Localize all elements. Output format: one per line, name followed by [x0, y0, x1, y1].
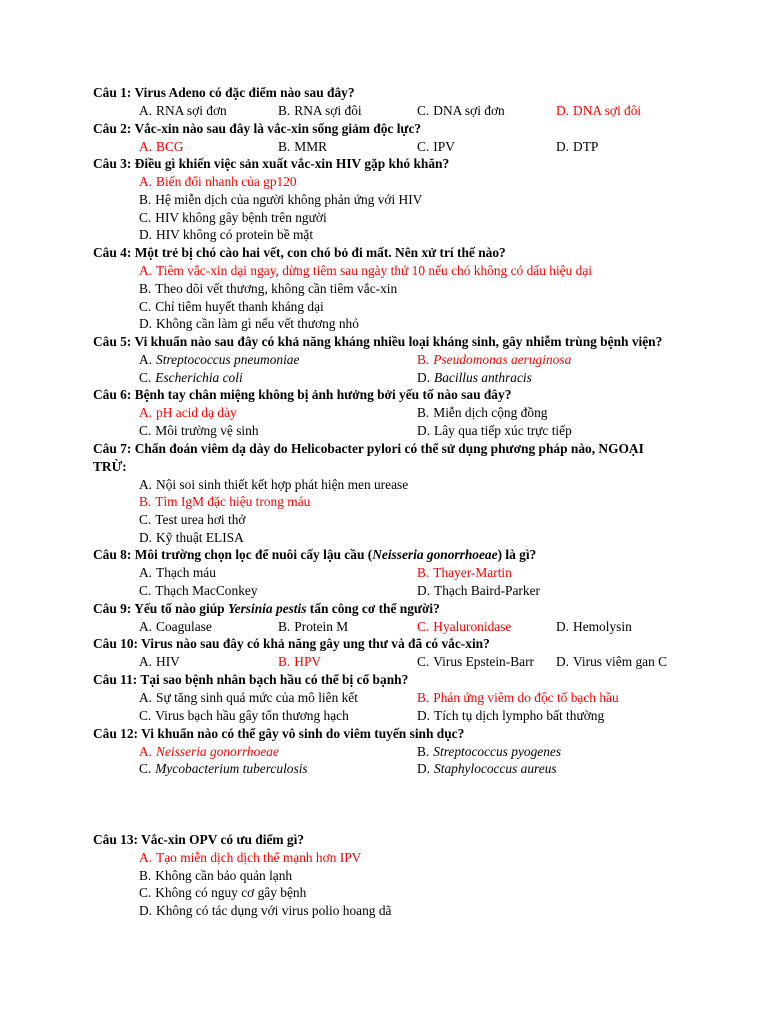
options-row [0, 262, 768, 280]
question-text: Một trẻ bị chó cào hai vết, con chó bỏ đi mất. Nên xử trí thế nào? [134, 245, 506, 261]
answer-option-d [139, 226, 313, 244]
answer-option-b [139, 867, 292, 885]
options-row [0, 760, 768, 778]
question-title [0, 386, 768, 404]
option-label: C. [417, 654, 430, 670]
option-text: Virus bạch hầu gây tổn thương hạch [155, 707, 349, 723]
option-text: Neisseria gonorrhoeae [156, 743, 279, 759]
option-label: B. [417, 351, 430, 367]
option-label: D. [139, 316, 153, 332]
option-text: Hệ miễn dịch của người không phản ứng với HIV [155, 192, 423, 208]
question-text: Neisseria gonorrhoeae [372, 547, 498, 563]
question-number: Câu 1: [93, 85, 132, 100]
answer-option-d [556, 138, 598, 156]
answer-option-d [556, 653, 667, 671]
question-text: Yếu tố nào giúp [134, 600, 228, 616]
question-8 [0, 546, 768, 599]
option-text: Thạch MacConkey [155, 583, 258, 599]
spacer [0, 778, 768, 831]
options-row [0, 226, 768, 244]
question-number: Câu 13: [93, 831, 139, 847]
question-11 [0, 671, 768, 724]
answer-option-a [139, 743, 279, 761]
answer-option-b [417, 743, 561, 761]
option-text: Staphylococcus aureus [434, 761, 557, 777]
answer-option-d [417, 422, 572, 440]
answer-option-b [278, 102, 362, 120]
answer-option-d [417, 582, 540, 600]
option-text: Theo dõi vết thương, không cần tiêm vắc-xin [155, 280, 398, 296]
answer-option-a [139, 653, 180, 671]
question-5 [0, 333, 768, 386]
question-2 [0, 120, 768, 156]
option-text: Môi trường vệ sinh [155, 422, 259, 438]
question-text: Môi trường chọn lọc để nuôi cấy lậu cầu ( [134, 547, 373, 563]
question-title [0, 440, 768, 476]
answer-option-c [417, 653, 534, 671]
question-number: Câu 11: [93, 672, 138, 688]
options-row [0, 315, 768, 333]
option-label: C. [417, 103, 430, 118]
question-title [0, 84, 768, 102]
question-title [0, 671, 768, 689]
option-text: Coagulase [156, 618, 212, 634]
options-row [0, 867, 768, 885]
option-text: Không có nguy cơ gây bệnh [155, 885, 307, 901]
answer-option-c [139, 369, 243, 387]
question-text: Yersinia pestis [227, 600, 307, 616]
answer-option-b [417, 689, 619, 707]
option-label: A. [139, 618, 153, 634]
question-text: Virus Adeno có đặc điểm nào sau đây? [134, 85, 355, 100]
options-row [0, 582, 768, 600]
question-title [0, 333, 768, 351]
options-row [0, 884, 768, 902]
option-text: Thayer-Martin [433, 565, 512, 581]
option-label: D. [556, 103, 570, 118]
question-text: Vắc-xin nào sau đây là vắc-xin sống giảm độc lực? [134, 120, 422, 136]
option-label: B. [417, 565, 430, 581]
question-title [0, 120, 768, 138]
option-text: Kỹ thuật ELISA [156, 529, 244, 545]
question-number: Câu 3: [93, 156, 132, 172]
option-label: D. [556, 618, 570, 634]
question-12 [0, 725, 768, 778]
question-number: Câu 9: [93, 600, 132, 616]
question-number: Câu 8: [93, 547, 132, 563]
option-label: D. [556, 138, 570, 154]
question-number: Câu 4: [93, 245, 132, 261]
option-text: BCG [156, 138, 184, 154]
option-label: D. [417, 583, 431, 599]
option-label: C. [139, 707, 152, 723]
answer-option-a [139, 849, 361, 867]
answer-option-d [417, 707, 604, 725]
option-label: B. [139, 494, 152, 510]
answer-option-c [139, 582, 258, 600]
question-text: Bệnh tay chân miệng không bị ảnh hưởng bởi yếu tố nào sau đây? [134, 387, 512, 403]
answer-option-c [417, 618, 511, 636]
option-text: Tìm IgM đặc hiệu trong máu [155, 494, 311, 510]
answer-option-d [139, 529, 244, 547]
option-label: D. [417, 369, 431, 385]
option-label: A. [139, 138, 153, 154]
option-text: Pseudomonas aeruginosa [433, 351, 572, 367]
option-text: Không cần làm gì nếu vết thương nhỏ [156, 316, 359, 332]
options-row [0, 298, 768, 316]
option-label: A. [139, 743, 153, 759]
option-label: C. [139, 298, 152, 314]
question-number: Câu 10: [93, 636, 139, 652]
option-text: Tạo miễn dịch dịch thể mạnh hơn IPV [156, 849, 362, 865]
option-text: Chỉ tiêm huyết thanh kháng dại [155, 298, 324, 314]
options-row [0, 849, 768, 867]
option-text: Không có tác dụng với virus polio hoang dã [156, 902, 392, 918]
question-text: ) là gì? [497, 547, 537, 563]
options-row [0, 102, 768, 120]
option-label: D. [556, 654, 570, 670]
question-13 [0, 831, 768, 920]
question-number: Câu 5: [93, 333, 132, 349]
option-text: Biến đổi nhanh của gp120 [156, 174, 297, 190]
option-label: C. [139, 885, 152, 901]
question-6 [0, 386, 768, 439]
option-label: A. [139, 405, 153, 421]
option-label: C. [417, 618, 430, 634]
question-title [0, 831, 768, 849]
answer-option-c [139, 760, 308, 778]
question-number: Câu 2: [93, 120, 132, 136]
options-row [0, 404, 768, 422]
option-label: D. [139, 227, 153, 243]
answer-option-b [417, 404, 547, 422]
option-text: Không cần bảo quản lạnh [155, 867, 293, 883]
answer-option-d [139, 315, 359, 333]
options-row [0, 209, 768, 227]
answer-option-c [417, 102, 505, 120]
option-text: Thạch Baird-Parker [434, 583, 540, 599]
answer-option-a [139, 173, 297, 191]
option-label: C. [139, 369, 152, 385]
option-text: Streptococcus pyogenes [433, 743, 562, 759]
option-label: C. [139, 422, 152, 438]
question-text: Vi khuẩn nào có thể gây vô sinh do viêm tuyến sinh dục? [141, 725, 465, 741]
option-text: Mycobacterium tuberculosis [155, 761, 308, 777]
option-text: Lây qua tiếp xúc trực tiếp [434, 422, 572, 438]
option-text: Test urea hơi thở [155, 512, 246, 527]
answer-option-b [278, 138, 327, 156]
option-text: HPV [294, 654, 322, 670]
option-label: B. [139, 280, 152, 296]
question-text: tấn công cơ thể người? [306, 600, 440, 616]
question-3 [0, 155, 768, 244]
answer-option-c [139, 298, 324, 316]
option-label: B. [278, 618, 291, 634]
options-row [0, 743, 768, 761]
answer-option-a [139, 404, 237, 422]
options-row [0, 351, 768, 369]
answer-option-d [139, 902, 391, 920]
answer-option-a [139, 564, 216, 582]
options-row [0, 902, 768, 920]
option-label: A. [139, 690, 153, 706]
question-text: Chẩn đoán viêm dạ dày do Helicobacter pylori có thể sử dụng phương pháp nào, NGOẠI TRỪ: [93, 440, 644, 474]
option-label: B. [278, 138, 291, 154]
answer-option-a [139, 618, 212, 636]
options-row [0, 618, 768, 636]
answer-option-c [139, 209, 327, 227]
answer-option-a [139, 138, 184, 156]
option-label: B. [417, 690, 430, 706]
answer-option-b [139, 191, 422, 209]
answer-option-b [278, 618, 348, 636]
option-text: HIV không gây bệnh trên người [155, 209, 327, 225]
option-text: Nội soi sinh thiết kết hợp phát hiện men urease [156, 476, 409, 492]
option-text: pH acid dạ dày [156, 405, 237, 421]
question-title [0, 546, 768, 564]
options-row [0, 280, 768, 298]
option-label: A. [139, 351, 153, 367]
option-label: D. [139, 529, 153, 545]
option-text: DNA sợi đơn [433, 103, 505, 118]
answer-option-a [139, 102, 227, 120]
option-text: Streptococcus pneumoniae [156, 351, 300, 367]
answer-option-b [278, 653, 321, 671]
question-7 [0, 440, 768, 547]
question-title [0, 600, 768, 618]
question-number: Câu 12: [93, 725, 139, 741]
option-label: A. [139, 103, 153, 118]
options-row [0, 493, 768, 511]
options-row [0, 689, 768, 707]
option-label: C. [139, 512, 152, 527]
question-title [0, 155, 768, 173]
option-text: Thạch máu [156, 565, 216, 581]
question-10 [0, 635, 768, 671]
answer-option-d [417, 369, 532, 387]
option-text: HIV [156, 654, 180, 670]
option-text: Tích tụ dịch lympho bất thường [434, 707, 605, 723]
question-text: Vi khuẩn nào sau đây có khả năng kháng nhiều loại kháng sinh, gây nhiễm trùng bệnh viện? [134, 333, 663, 349]
option-label: A. [139, 565, 153, 581]
option-label: B. [278, 654, 291, 670]
answer-option-d [417, 760, 557, 778]
answer-option-c [139, 422, 259, 440]
answer-option-b [139, 493, 310, 511]
answer-option-a [139, 689, 358, 707]
option-label: D. [417, 707, 431, 723]
option-label: D. [417, 422, 431, 438]
option-text: Miễn dịch cộng đồng [433, 405, 548, 421]
question-title [0, 725, 768, 743]
answer-option-c [139, 884, 306, 902]
option-text: Phản ứng viêm do độc tố bạch hầu [433, 690, 619, 706]
option-text: DNA sợi đôi [573, 103, 642, 118]
answer-option-a [139, 262, 592, 280]
option-label: B. [417, 405, 430, 421]
question-title [0, 635, 768, 653]
answer-option-b [139, 280, 397, 298]
option-label: C. [139, 209, 152, 225]
option-label: B. [139, 867, 152, 883]
answer-option-b [417, 351, 571, 369]
option-label: A. [139, 654, 153, 670]
option-label: D. [139, 902, 153, 918]
answer-option-d [556, 102, 641, 120]
option-text: MMR [294, 138, 328, 154]
options-row [0, 529, 768, 547]
option-label: A. [139, 174, 153, 190]
answer-option-a [139, 351, 299, 369]
option-text: Bacillus anthracis [434, 369, 532, 385]
option-text: Virus viêm gan C [573, 654, 668, 670]
option-label: B. [139, 192, 152, 208]
option-text: Hemolysin [573, 618, 632, 634]
option-label: B. [417, 743, 430, 759]
quiz-document [0, 84, 768, 920]
options-row [0, 422, 768, 440]
question-title [0, 244, 768, 262]
option-text: DTP [573, 138, 599, 154]
options-row [0, 191, 768, 209]
option-label: C. [417, 138, 430, 154]
option-text: RNA sợi đôi [294, 103, 362, 118]
answer-option-c [139, 707, 349, 725]
answer-option-b [417, 564, 512, 582]
question-text: Virus nào sau đây có khả năng gây ung thư và đã có vắc-xin? [141, 636, 490, 652]
option-text: Escherichia coli [155, 369, 243, 385]
option-label: A. [139, 476, 153, 492]
option-label: D. [417, 761, 431, 777]
option-label: C. [139, 583, 152, 599]
options-row [0, 707, 768, 725]
options-row [0, 138, 768, 156]
options-row [0, 369, 768, 387]
option-label: B. [278, 103, 291, 118]
option-text: HIV không có protein bề mặt [156, 227, 314, 243]
answer-option-a [139, 476, 408, 494]
options-row [0, 173, 768, 191]
answer-option-d [556, 618, 632, 636]
option-text: Virus Epstein-Barr [433, 654, 534, 670]
option-text: IPV [433, 138, 455, 154]
options-row [0, 476, 768, 494]
answer-option-c [139, 511, 245, 529]
option-text: Hyaluronidase [433, 618, 512, 634]
option-text: Protein M [294, 618, 349, 634]
option-label: A. [139, 849, 153, 865]
question-4 [0, 244, 768, 333]
option-text: Tiêm vắc-xin dại ngay, dừng tiêm sau ngày thứ 10 nếu chó không có dấu hiệu dại [156, 263, 593, 279]
question-text: Tại sao bệnh nhân bạch hầu có thể bị cổ bạnh? [140, 672, 409, 688]
question-number: Câu 6: [93, 387, 132, 403]
options-row [0, 564, 768, 582]
question-number: Câu 7: [93, 440, 132, 456]
question-1 [0, 84, 768, 120]
question-text: Vắc-xin OPV có ưu điểm gì? [141, 831, 305, 847]
option-label: A. [139, 263, 153, 279]
question-9 [0, 600, 768, 636]
options-row [0, 653, 768, 671]
option-text: RNA sợi đơn [156, 103, 227, 118]
answer-option-c [417, 138, 455, 156]
option-text: Sự tăng sinh quá mức của mô liên kết [156, 690, 358, 706]
option-label: C. [139, 761, 152, 777]
question-text: Điều gì khiến việc sản xuất vắc-xin HIV gặp khó khăn? [134, 156, 450, 172]
options-row [0, 511, 768, 529]
